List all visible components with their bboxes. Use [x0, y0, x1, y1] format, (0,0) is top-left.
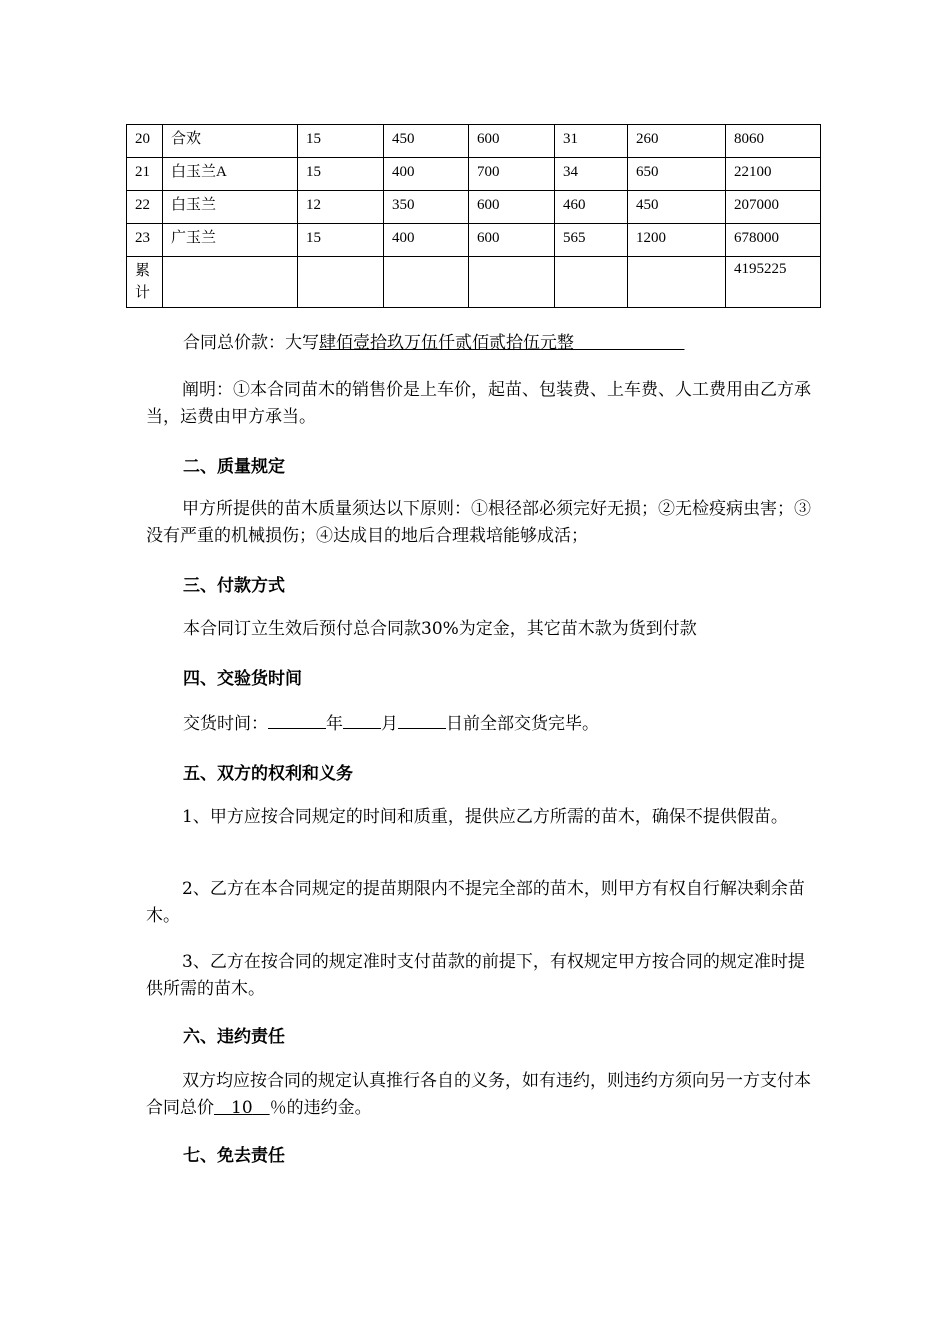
row-amount: 22100	[726, 158, 821, 191]
table-cell: 700	[469, 158, 555, 191]
row-amount: 678000	[726, 224, 821, 257]
delivery-time-line	[183, 710, 853, 738]
rights-item-2: 2、乙方在本合同规定的提苗期限内不提完全部的苗木，则甲方有权自行解决剩余苗木。	[146, 879, 805, 926]
table-row	[127, 191, 821, 224]
total-price-words: 肆佰壹拾玖万伍仟贰佰贰拾伍元整	[319, 333, 574, 353]
seedling-name: 广玉兰	[163, 224, 298, 257]
table-cell: 31	[555, 125, 628, 158]
total-label-line2: 计	[135, 285, 151, 301]
table-cell	[628, 257, 726, 308]
table-cell: 600	[469, 125, 555, 158]
total-price-label: 合同总价款：大写	[183, 333, 319, 353]
liability-text: 双方均应按合同的规定认真推行各自的义务，如有违约，则违约方须向另一方支付本合同总价	[146, 1071, 811, 1118]
table-cell: 600	[469, 191, 555, 224]
table-cell: 260	[628, 125, 726, 158]
month-label: 月	[381, 714, 398, 734]
quality-paragraph: 甲方所提供的苗木质量须达以下原则：①根径部必须完好无损；②无检疫病虫害；③没有严重的机械损伤；④达成目的地后合理栽培能够成活；	[146, 499, 811, 546]
row-number: 23	[127, 224, 163, 257]
table-row	[127, 125, 821, 158]
table-cell: 12	[298, 191, 384, 224]
year-label: 年	[326, 714, 343, 734]
section-heading-delivery: 四、交验货时间	[183, 669, 302, 689]
table-cell: 1200	[628, 224, 726, 257]
total-price-line	[183, 330, 853, 357]
table-cell: 650	[628, 158, 726, 191]
rights-item-1: 1、甲方应按合同规定的时间和质重，提供应乙方所需的苗木，确保不提供假苗。	[182, 807, 788, 827]
seedling-price-table	[126, 124, 821, 308]
table-cell	[163, 257, 298, 308]
penalty-percent: 10	[231, 1098, 253, 1118]
section-heading-rights: 五、双方的权利和义务	[183, 764, 353, 784]
table-cell	[298, 257, 384, 308]
table-cell: 460	[555, 191, 628, 224]
row-number: 22	[127, 191, 163, 224]
table-cell: 400	[384, 158, 469, 191]
seedling-name: 合欢	[163, 125, 298, 158]
table-cell	[384, 257, 469, 308]
table-cell: 15	[298, 158, 384, 191]
section-heading-quality: 二、质量规定	[183, 457, 285, 477]
seedling-name: 白玉兰A	[163, 158, 298, 191]
total-label	[127, 257, 163, 308]
section-heading-liability: 六、违约责任	[183, 1027, 285, 1047]
seedling-name: 白玉兰	[163, 191, 298, 224]
total-amount: 4195225	[726, 257, 821, 308]
table-row	[127, 158, 821, 191]
section-heading-payment: 三、付款方式	[183, 576, 285, 596]
year-blank	[268, 710, 326, 729]
table-cell: 15	[298, 224, 384, 257]
table-cell: 600	[469, 224, 555, 257]
table-cell	[555, 257, 628, 308]
total-row	[127, 257, 821, 308]
month-blank	[343, 710, 381, 729]
note-paragraph: 阐明：①本合同苗木的销售价是上车价，起苗、包装费、上车费、人工费用由乙方承当，运费由甲方承当。	[146, 380, 811, 427]
row-amount: 207000	[726, 191, 821, 224]
liability-paragraph	[146, 1068, 816, 1122]
day-label: 日前全部交货完毕。	[446, 714, 599, 734]
table-cell: 450	[384, 125, 469, 158]
section-heading-exemption: 七、免去责任	[183, 1146, 285, 1166]
table-cell	[469, 257, 555, 308]
table-cell: 15	[298, 125, 384, 158]
table-cell: 34	[555, 158, 628, 191]
total-label-line1: 累	[135, 263, 151, 279]
rights-item-3: 3、乙方在按合同的规定准时支付苗款的前提下，有权规定甲方按合同的规定准时提供所需的苗木。	[146, 952, 805, 999]
day-blank	[398, 710, 446, 729]
liability-text-end: ％的违约金。	[269, 1098, 372, 1118]
row-amount: 8060	[726, 125, 821, 158]
table-cell: 450	[628, 191, 726, 224]
table-cell: 400	[384, 224, 469, 257]
row-number: 20	[127, 125, 163, 158]
row-number: 21	[127, 158, 163, 191]
table-row	[127, 224, 821, 257]
delivery-time-label: 交货时间：	[183, 714, 268, 734]
payment-paragraph: 本合同订立生效后预付总合同款30%为定金，其它苗木款为货到付款	[183, 619, 697, 639]
table-cell: 350	[384, 191, 469, 224]
table-cell: 565	[555, 224, 628, 257]
